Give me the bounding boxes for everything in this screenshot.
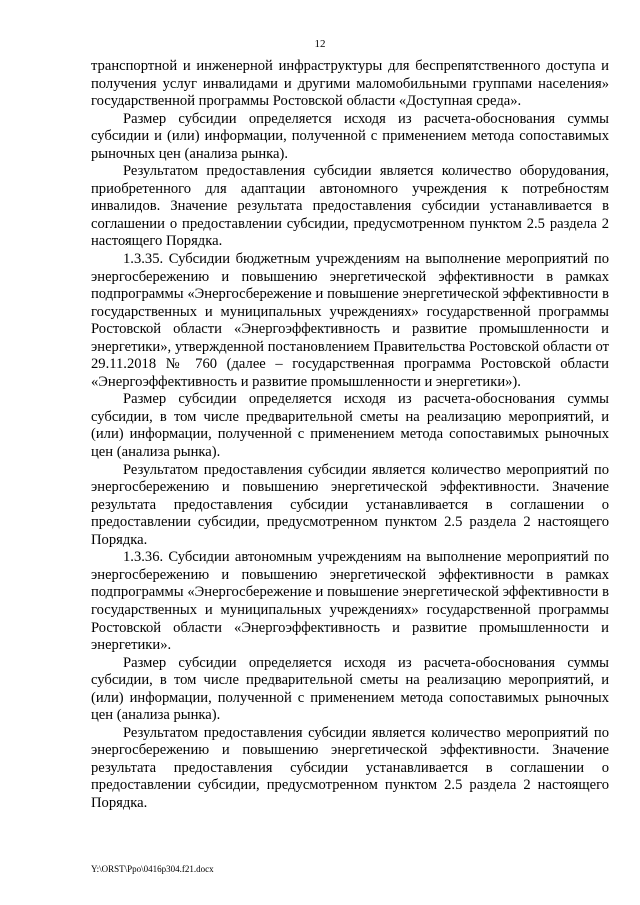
paragraph: Размер субсидии определяется исходя из расчета-обоснования суммы субсидии и (или) информации, полученной с применением метода сопоставимых рыночных цен (анализа рынка). (91, 110, 609, 162)
paragraph: Размер субсидии определяется исходя из расчета-обоснования суммы субсидии, в том числе предварительной сметы на реализацию мероприятий, и (или) информации, полученной с применением метода сопоставимых рыночных цен (анализа рынка). (91, 654, 609, 724)
paragraph: Результатом предоставления субсидии является количество оборудования, приобретенного для адаптации автономного учреждения к потребностям инвалидов. Значение результата предоставления субсидии устанавливается в соглашении о предоставлении субсидии, предусмотренном пунктом 2.5 раздела 2 настоящего Порядка. (91, 163, 609, 250)
page-number: 12 (314, 38, 326, 50)
paragraph: Размер субсидии определяется исходя из расчета-обоснования суммы субсидии, в том числе предварительной сметы на реализацию мероприятий, и (или) информации, полученной с применением метода сопоставимых рыночных цен (анализа рынка). (91, 391, 609, 461)
document-body (91, 58, 609, 813)
paragraph-clause-1-3-35: 1.3.35. Субсидии бюджетным учреждениям на выполнение мероприятий по энергосбережению и повышению энергетической эффективности в рамках подпрограммы «Энергосбережение и повышение энергетической эффективности в государственных и муниципальных учреждениях» государственной программы Ростовской области «Энергоэффективность и развитие промышленности и энергетики», утвержденной постановлением Правительства Ростовской области от 29.11.2018 № 760 (далее – государственная программа Ростовской области «Энергоэффективность и развитие промышленности и энергетики»). (91, 251, 609, 390)
paragraph: Результатом предоставления субсидии является количество мероприятий по энергосбережению и повышению энергетической эффективности. Значение результата предоставления субсидии устанавливается в соглашении о предоставлении субсидии, предусмотренном пунктом 2.5 раздела 2 настоящего Порядка. (91, 724, 609, 811)
paragraph-clause-1-3-36: 1.3.36. Субсидии автономным учреждениям на выполнение мероприятий по энергосбережению и повышению энергетической эффективности в рамках подпрограммы «Энергосбережение и повышение энергетической эффективности в государственных и муниципальных учреждениях» государственной программы Ростовской области «Энергоэффективность и развитие промышленности и энергетики». (91, 549, 609, 654)
paragraph: Результатом предоставления субсидии является количество мероприятий по энергосбережению и повышению энергетической эффективности. Значение результата предоставления субсидии устанавливается в соглашении о предоставлении субсидии, предусмотренном пунктом 2.5 раздела 2 настоящего Порядка. (91, 461, 609, 548)
footer-file-path: Y:\ORST\Ppo\0416p304.f21.docx (91, 864, 214, 874)
paragraph-continuation: транспортной и инженерной инфраструктуры для беспрепятственного доступа и получения услуг инвалидами и другими маломобильными группами населения» государственной программы Ростовской области «Доступная среда». (91, 58, 609, 110)
